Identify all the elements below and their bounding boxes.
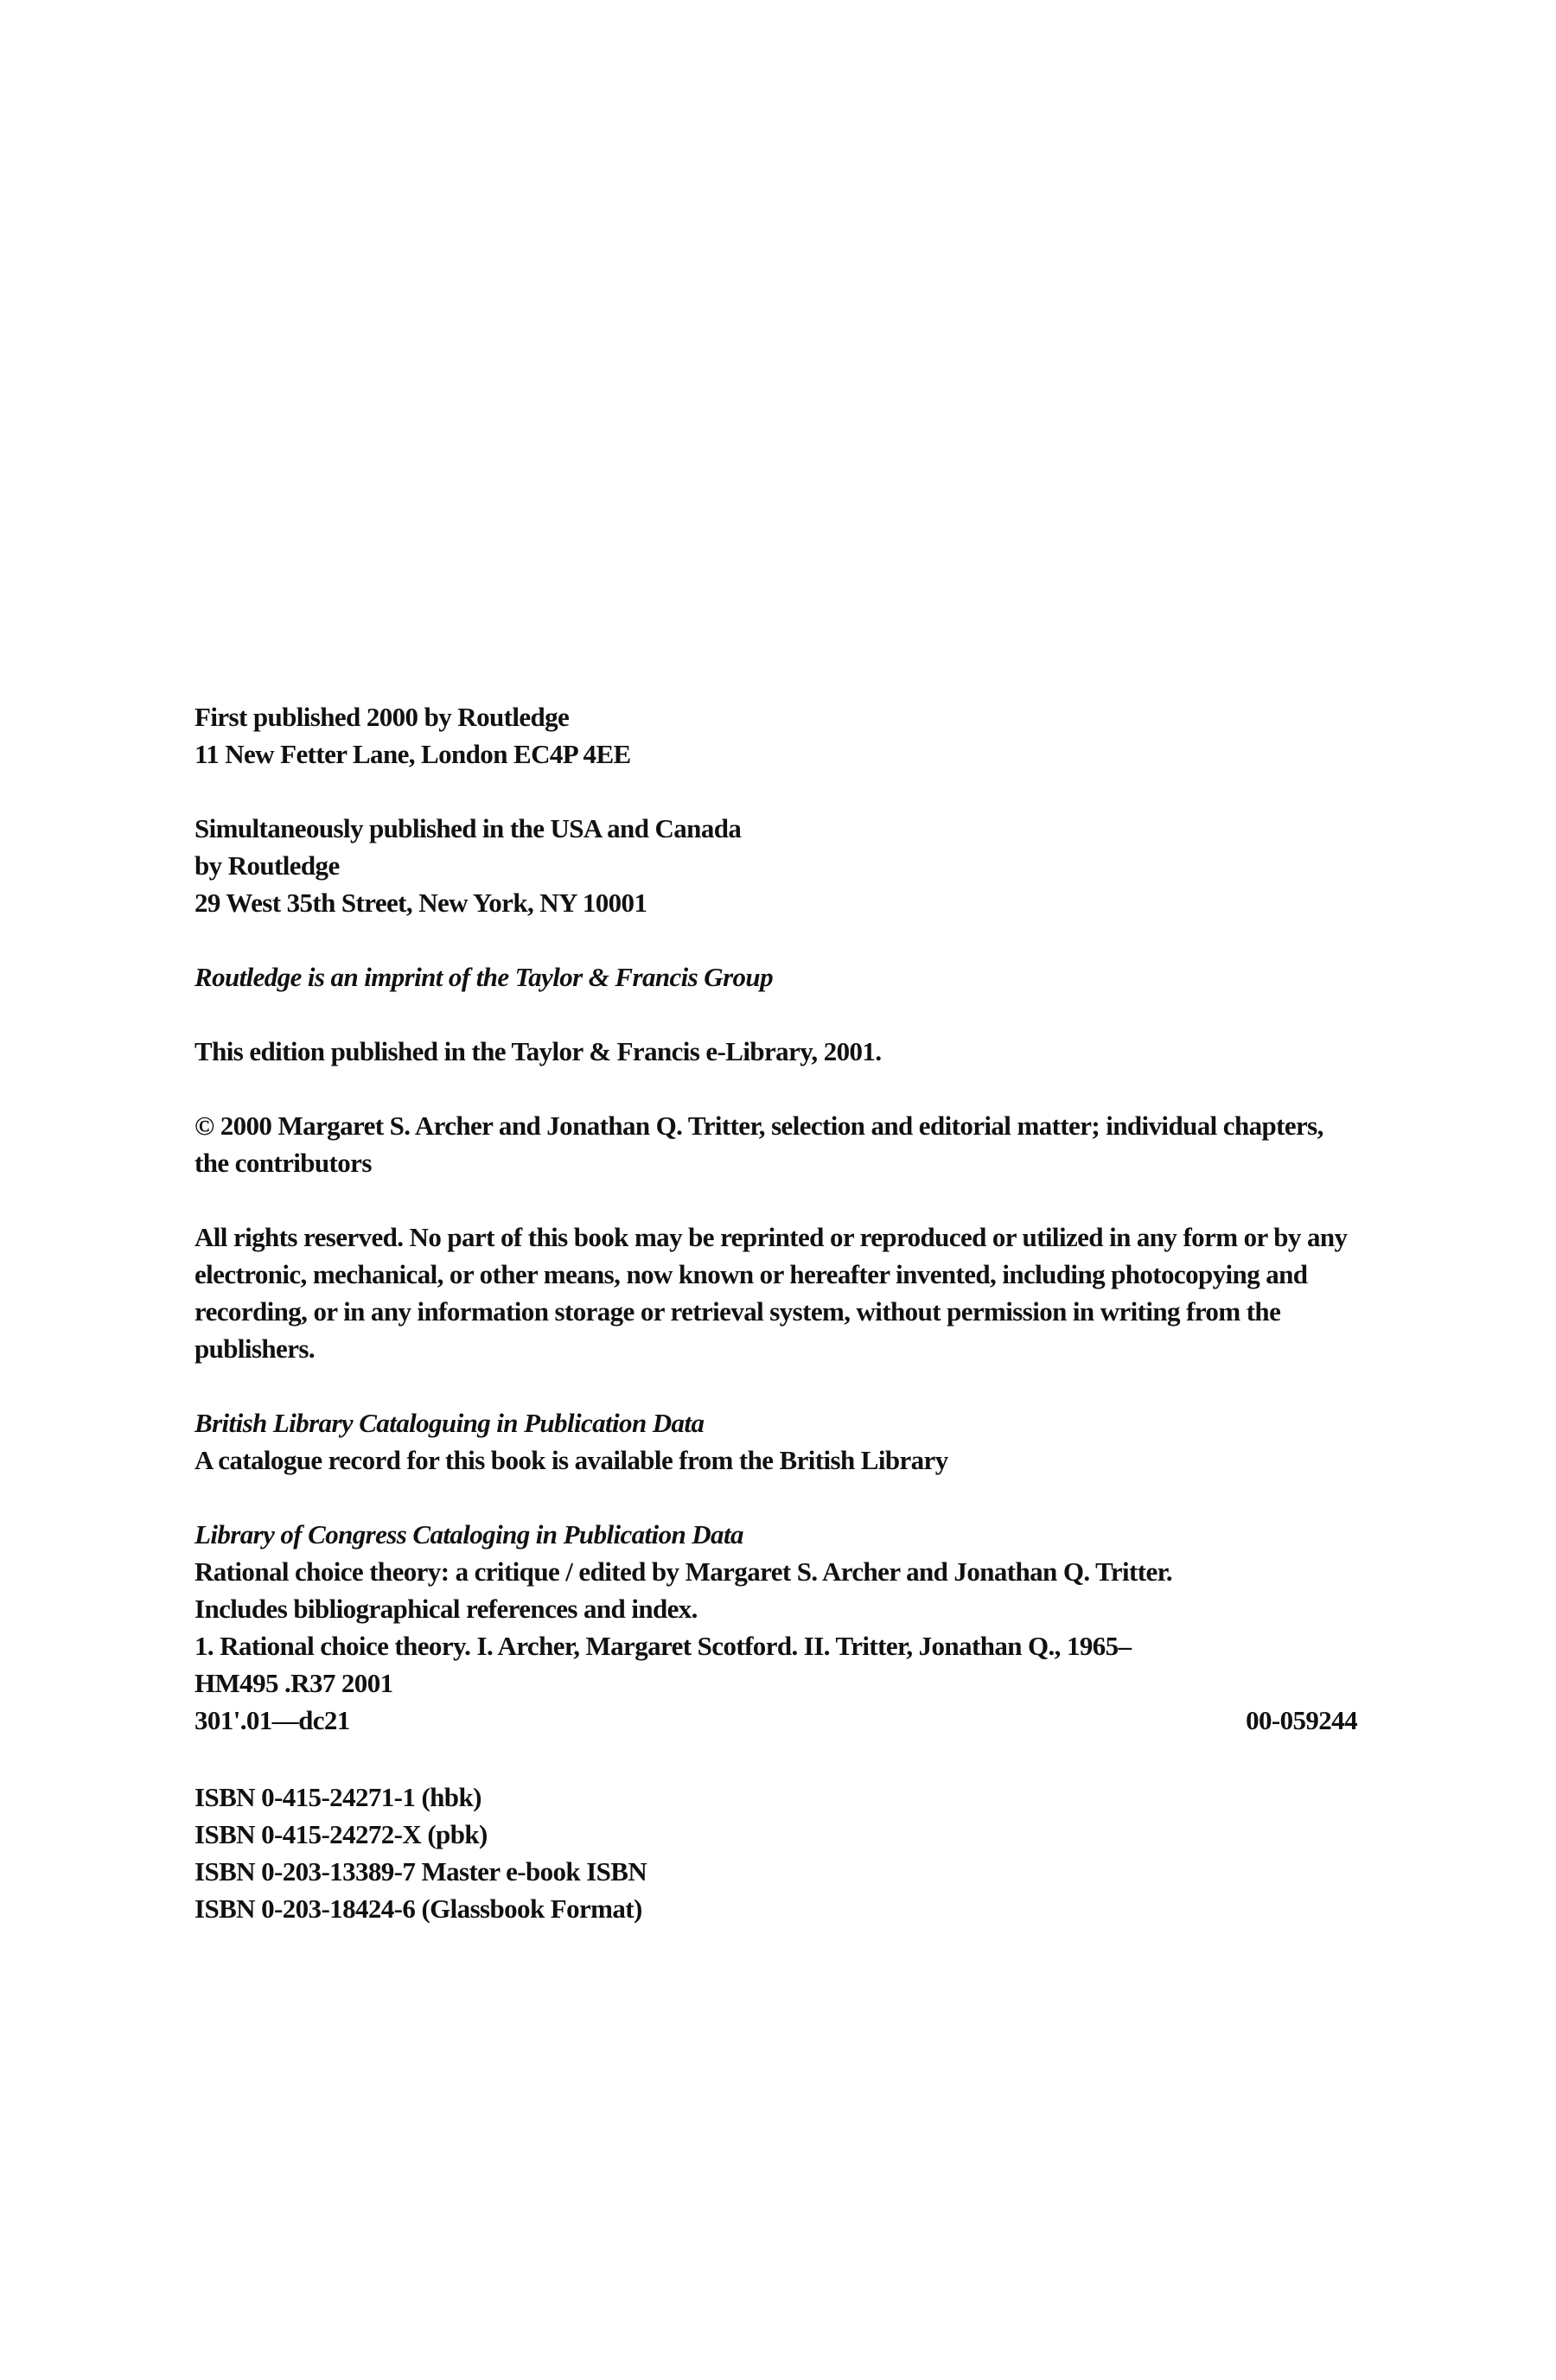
dewey-number: 301'.01—dc21 bbox=[194, 1705, 350, 1735]
loc-call-number: HM495 .R37 2001 bbox=[194, 1668, 393, 1698]
british-library-heading: British Library Cataloguing in Publication Data bbox=[194, 1408, 705, 1438]
copyright-contributors-line: the contributors bbox=[194, 1148, 372, 1178]
publication-block bbox=[194, 698, 1357, 773]
rights-block bbox=[194, 1219, 1357, 1367]
isbn-block bbox=[194, 1779, 1357, 1927]
loc-title-line: Rational choice theory: a critique / edited by Margaret S. Archer and Jonathan Q. Tritter. bbox=[194, 1556, 1173, 1587]
edition-note: This edition published in the Taylor & Francis e-Library, 2001. bbox=[194, 1036, 882, 1066]
loc-subjects-line: 1. Rational choice theory. I. Archer, Margaret Scotford. II. Tritter, Jonathan Q., 1965– bbox=[194, 1631, 1132, 1661]
copyright-page bbox=[194, 698, 1357, 1964]
us-publication-line: Simultaneously published in the USA and Canada bbox=[194, 813, 742, 843]
rights-statement: All rights reserved. No part of this book may be reprinted or reproduced or utilized in any form or by any electronic, mechanical, or other means, now known or hereafter invented, including photocopying and recording, or in any information storage or retrieval system, without permission in writing from the publishers. bbox=[194, 1222, 1348, 1364]
us-publication-block bbox=[194, 810, 1357, 921]
loc-notes-line: Includes bibliographical references and index. bbox=[194, 1594, 698, 1624]
us-address-line: 29 West 35th Street, New York, NY 10001 bbox=[194, 888, 647, 918]
isbn-master-ebook: ISBN 0-203-13389-7 Master e-book ISBN bbox=[194, 1856, 647, 1887]
loc-heading: Library of Congress Cataloging in Publication Data bbox=[194, 1519, 743, 1550]
copyright-line: © 2000 Margaret S. Archer and Jonathan Q. Tritter, selection and editorial matter; individual chapters, bbox=[194, 1110, 1323, 1141]
british-library-text: A catalogue record for this book is available from the British Library bbox=[194, 1445, 948, 1475]
us-publisher-line: by Routledge bbox=[194, 850, 340, 881]
edition-block bbox=[194, 1033, 1357, 1070]
imprint-note: Routledge is an imprint of the Taylor & Francis Group bbox=[194, 962, 773, 992]
lccn-number: 00-059244 bbox=[1246, 1705, 1357, 1735]
publisher-address-line: 11 New Fetter Lane, London EC4P 4EE bbox=[194, 739, 631, 769]
isbn-glassbook: ISBN 0-203-18424-6 (Glassbook Format) bbox=[194, 1893, 642, 1924]
loc-classification-row bbox=[194, 1702, 1357, 1739]
first-published-line: First published 2000 by Routledge bbox=[194, 702, 570, 732]
isbn-hardback: ISBN 0-415-24271-1 (hbk) bbox=[194, 1782, 481, 1812]
library-of-congress-block bbox=[194, 1516, 1357, 1739]
isbn-paperback: ISBN 0-415-24272-X (pbk) bbox=[194, 1819, 488, 1849]
british-library-block bbox=[194, 1404, 1357, 1479]
imprint-block bbox=[194, 958, 1357, 996]
copyright-block bbox=[194, 1107, 1357, 1181]
